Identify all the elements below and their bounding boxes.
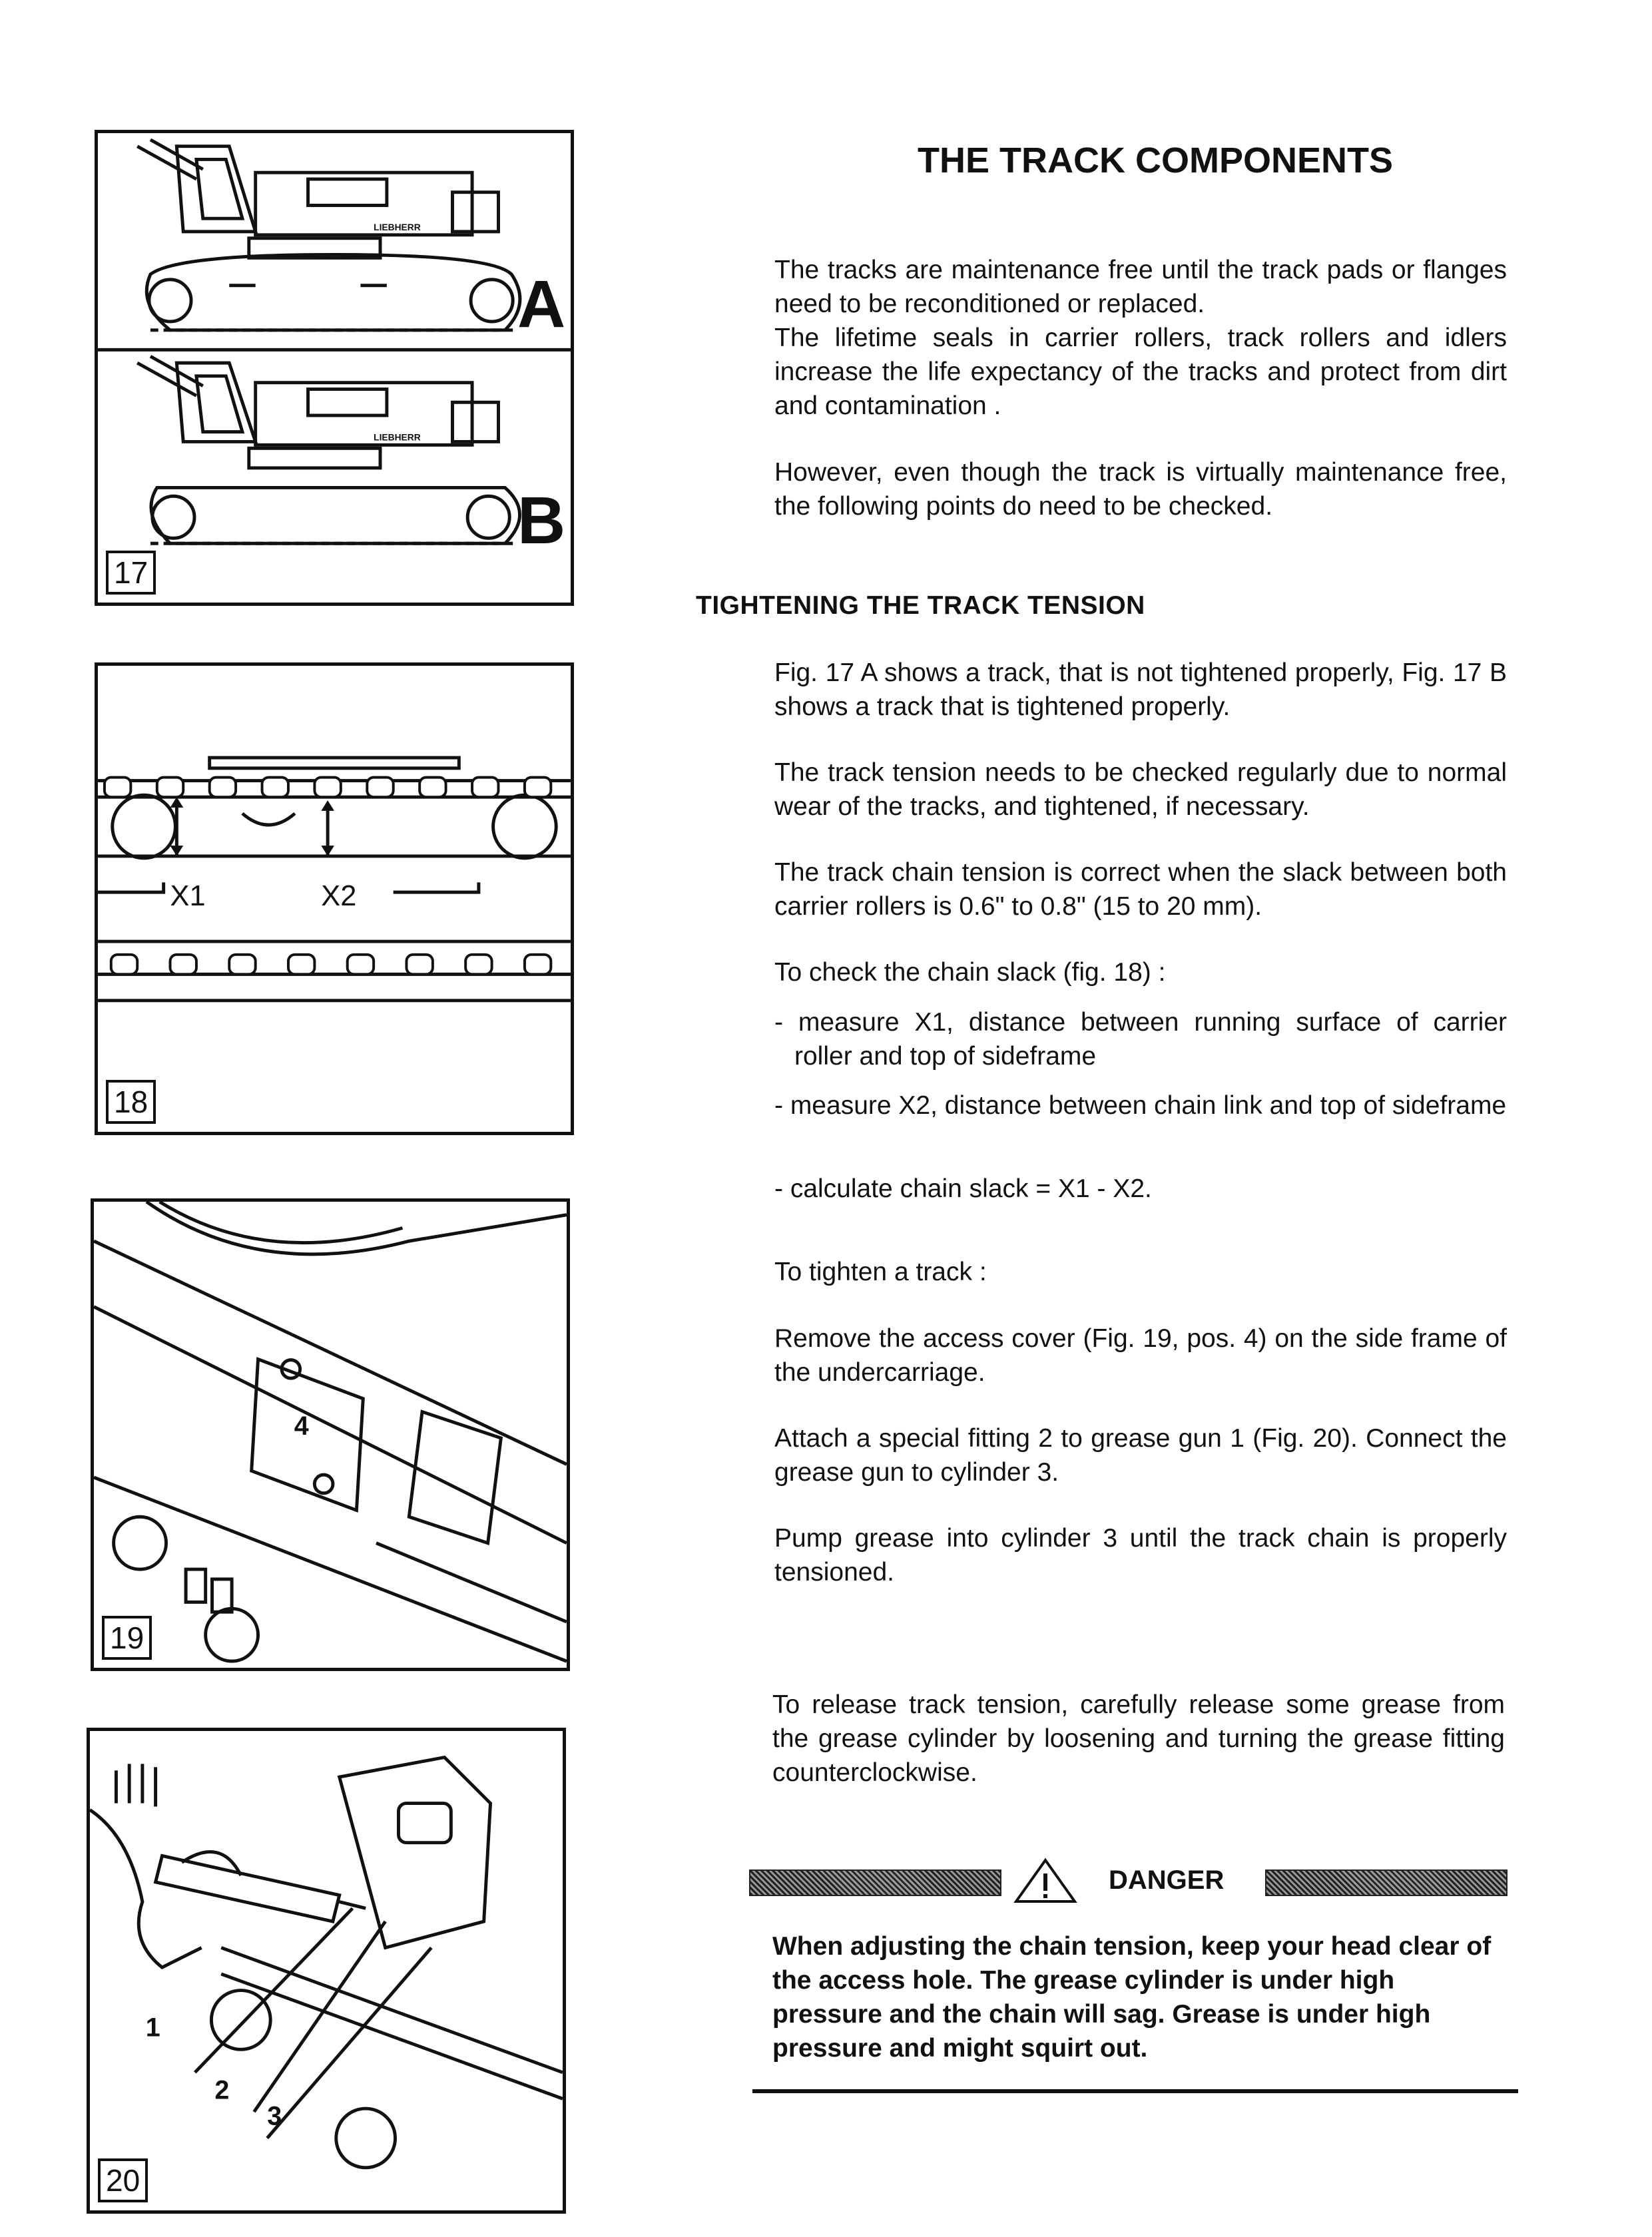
callout-3: 3 bbox=[267, 2101, 282, 2131]
brand-text-a: LIEBHERR bbox=[374, 222, 421, 232]
excavator-illustration bbox=[98, 133, 571, 603]
danger-hatch-left bbox=[749, 1869, 1001, 1896]
figure-number: 19 bbox=[102, 1616, 152, 1660]
bottom-divider bbox=[752, 2089, 1518, 2093]
fig17-label-b: B bbox=[517, 483, 566, 558]
bullet-calculate-slack: - calculate chain slack = X1 - X2. bbox=[774, 1174, 1152, 1203]
figure-20 bbox=[87, 1728, 566, 2214]
paragraph-check-slack: To check the chain slack (fig. 18) : bbox=[774, 958, 1166, 987]
x1-label: X1 bbox=[170, 879, 206, 912]
tighten-intro: To tighten a track : bbox=[774, 1258, 987, 1286]
danger-label: DANGER bbox=[1109, 1865, 1225, 1895]
callout-1: 1 bbox=[145, 2013, 160, 2043]
figure-number: 20 bbox=[98, 2158, 148, 2202]
tighten-step-3: Pump grease into cylinder 3 until the track chain is properly tensioned. bbox=[774, 1524, 1507, 1587]
paragraph-tension-correct: The track chain tension is correct when the slack between both carrier rollers is 0.6" to 0.8" (15 to 20 mm). bbox=[774, 858, 1507, 921]
tighten-step-2: Attach a special fitting 2 to grease gun 1 (Fig. 20). Connect the grease gun to cylinder 3. bbox=[774, 1424, 1507, 1487]
page-title: THE TRACK COMPONENTS bbox=[918, 140, 1393, 180]
bullet-measure-x1: - measure X1, distance between running surface of carrier roller and top of sideframe bbox=[774, 1008, 1507, 1071]
danger-banner bbox=[749, 1858, 1508, 1904]
bullet-measure-x2: - measure X2, distance between chain link and top of sideframe bbox=[774, 1091, 1507, 1120]
figure-18 bbox=[95, 662, 574, 1135]
tighten-step-1: Remove the access cover (Fig. 19, pos. 4) on the side frame of the undercarriage. bbox=[774, 1324, 1507, 1387]
callout-2: 2 bbox=[214, 2075, 230, 2105]
danger-text: When adjusting the chain tension, keep your head clear of the access hole. The grease cylinder is under high pressure and the chain will sag. Grease is under high pressure and might squirt out. bbox=[772, 1932, 1492, 2063]
figure-number: 17 bbox=[106, 551, 156, 595]
intro-paragraph-1: The tracks are maintenance free until the track pads or flanges need to be reconditioned or replaced. bbox=[774, 256, 1507, 318]
x2-label: X2 bbox=[321, 879, 357, 912]
figure-number: 18 bbox=[106, 1080, 156, 1124]
track-slack-illustration bbox=[98, 666, 571, 1132]
paragraph-fig17: Fig. 17 A shows a track, that is not tightened properly, Fig. 17 B shows a track that is tightened properly. bbox=[774, 658, 1507, 721]
access-cover-illustration bbox=[94, 1202, 567, 1668]
intro-paragraph-3: However, even though the track is virtually maintenance free, the following points do need to be checked. bbox=[774, 458, 1507, 521]
paragraph-tension-check: The track tension needs to be checked regularly due to normal wear of the tracks, and tightened, if necessary. bbox=[774, 758, 1507, 821]
section-heading: TIGHTENING THE TRACK TENSION bbox=[696, 591, 1145, 620]
release-paragraph: To release track tension, carefully release some grease from the grease cylinder by loosening and turning the grease fitting counterclockwise. bbox=[772, 1690, 1505, 1787]
fig17-label-a: A bbox=[517, 267, 566, 342]
danger-hatch-right bbox=[1265, 1869, 1508, 1896]
callout-4: 4 bbox=[294, 1411, 309, 1441]
figure-17 bbox=[95, 130, 574, 606]
intro-paragraph-2: The lifetime seals in carrier rollers, track rollers and idlers increase the life expectancy of the tracks and protect from dirt and contamination . bbox=[774, 324, 1507, 420]
grease-gun-illustration bbox=[90, 1731, 563, 2210]
brand-text-b: LIEBHERR bbox=[374, 432, 421, 443]
figure-19 bbox=[91, 1198, 570, 1671]
warning-triangle-icon bbox=[1012, 1858, 1079, 1904]
